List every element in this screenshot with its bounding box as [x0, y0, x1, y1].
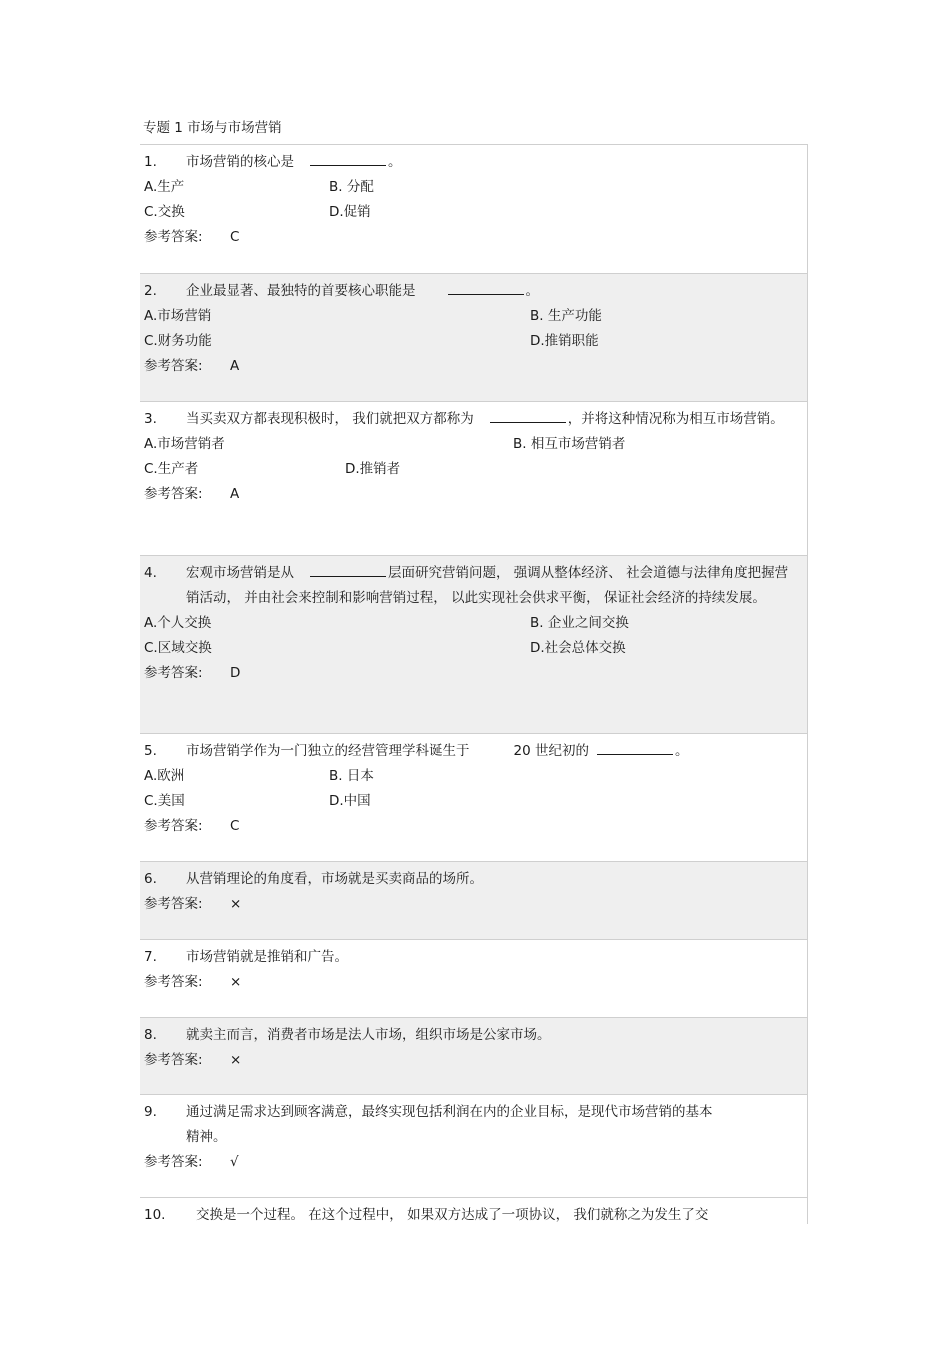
- answer-value: C: [230, 818, 240, 834]
- question-stem: 10. 交换是一个过程。 在这个过程中， 如果双方达成了一项协议， 我们就称之为发生了交: [144, 1203, 795, 1224]
- option-b: B. 生产功能: [530, 308, 602, 324]
- options-row: [144, 432, 795, 457]
- options-row: [144, 304, 795, 329]
- answer-value: A: [230, 486, 240, 502]
- reference-answer: [144, 354, 795, 379]
- answer-blank: [490, 409, 566, 423]
- question-number: 4.: [144, 565, 157, 581]
- option-d: D.推销者: [345, 461, 401, 477]
- option-d: D.中国: [329, 793, 371, 809]
- options-row: [144, 611, 795, 636]
- question-number: 6.: [144, 871, 157, 887]
- options-row: [144, 175, 795, 200]
- question-1: [140, 144, 808, 273]
- reference-answer: [144, 225, 795, 250]
- question-3: [140, 401, 808, 555]
- option-a: A.市场营销: [144, 308, 212, 324]
- reference-answer: [144, 661, 795, 686]
- question-2: [140, 273, 808, 401]
- question-10: [140, 1197, 808, 1224]
- reference-answer: [144, 1150, 795, 1175]
- option-d: D.促销: [329, 204, 371, 220]
- question-number: 9.: [144, 1104, 157, 1120]
- answer-label: 参考答案:: [144, 1052, 203, 1068]
- question-list: [140, 144, 808, 1224]
- reference-answer: [144, 1048, 795, 1073]
- question-4: [140, 555, 808, 733]
- reference-answer: [144, 814, 795, 839]
- option-a: A.欧洲: [144, 768, 185, 784]
- answer-value: A: [230, 358, 240, 374]
- answer-value: ×: [230, 974, 242, 990]
- option-b: B. 相互市场营销者: [513, 436, 626, 452]
- options-row: [144, 329, 795, 354]
- question-number: 8.: [144, 1027, 157, 1043]
- question-stem: 7. 市场营销就是推销和广告。: [144, 945, 795, 970]
- option-c: C.生产者: [144, 461, 199, 477]
- answer-label: 参考答案:: [144, 358, 203, 374]
- option-a: A.个人交换: [144, 615, 212, 631]
- option-b: B. 日本: [329, 768, 374, 784]
- question-5: [140, 733, 808, 861]
- answer-blank: [310, 152, 386, 166]
- reference-answer: [144, 892, 795, 917]
- answer-blank: [310, 563, 386, 577]
- option-a: A.生产: [144, 179, 185, 195]
- question-9: [140, 1094, 808, 1197]
- option-d: D.社会总体交换: [530, 640, 626, 656]
- question-number: 5.: [144, 743, 157, 759]
- answer-label: 参考答案:: [144, 818, 203, 834]
- question-stem: 3. 当买卖双方都表现积极时， 我们就把双方都称为 ，并将这种情况称为相互市场营销。: [144, 407, 795, 432]
- question-stem: 9. 通过满足需求达到顾客满意，最终实现包括利润在内的企业目标，是现代市场营销的基本精神。: [144, 1100, 795, 1150]
- option-c: C.交换: [144, 204, 185, 220]
- answer-label: 参考答案:: [144, 229, 203, 245]
- option-b: B. 分配: [329, 179, 374, 195]
- question-stem: 5. 市场营销学作为一门独立的经营管理学科诞生于 20 世纪初的 。: [144, 739, 795, 764]
- option-a: A.市场营销者: [144, 436, 225, 452]
- question-stem: 6. 从营销理论的角度看，市场就是买卖商品的场所。: [144, 867, 795, 892]
- reference-answer: [144, 970, 795, 995]
- question-stem: 1. 市场营销的核心是 。: [144, 150, 795, 175]
- answer-blank: [597, 741, 673, 755]
- question-number: 7.: [144, 949, 157, 965]
- answer-blank: [448, 281, 524, 295]
- page-title: 专题 1 市场与市场营销: [143, 120, 282, 136]
- option-b: B. 企业之间交换: [530, 615, 629, 631]
- question-stem: 4. 宏观市场营销是从 层面研究营销问题， 强调从整体经济、 社会道德与法律角度把握营销活动， 并由社会来控制和影响营销过程， 以此实现社会供求平衡， 保证社会经济的持续发展。: [144, 561, 795, 611]
- options-row: [144, 200, 795, 225]
- answer-value: √: [230, 1154, 239, 1170]
- option-d: D.推销职能: [530, 333, 599, 349]
- answer-value: C: [230, 229, 240, 245]
- options-row: [144, 457, 795, 482]
- options-row: [144, 789, 795, 814]
- reference-answer: [144, 482, 795, 507]
- question-6: [140, 861, 808, 939]
- question-8: [140, 1017, 808, 1094]
- option-c: C.美国: [144, 793, 185, 809]
- answer-label: 参考答案:: [144, 974, 203, 990]
- question-number: 2.: [144, 283, 157, 299]
- question-number: 1.: [144, 154, 157, 170]
- answer-label: 参考答案:: [144, 665, 203, 681]
- question-7: [140, 939, 808, 1017]
- question-number: 3.: [144, 411, 157, 427]
- question-stem: 8. 就卖主而言，消费者市场是法人市场，组织市场是公家市场。: [144, 1023, 795, 1048]
- answer-value: ×: [230, 896, 242, 912]
- question-stem: 2. 企业最显著、最独特的首要核心职能是 。: [144, 279, 795, 304]
- answer-value: D: [230, 665, 241, 681]
- answer-label: 参考答案:: [144, 896, 203, 912]
- answer-value: ×: [230, 1052, 242, 1068]
- options-row: [144, 764, 795, 789]
- option-c: C.财务功能: [144, 333, 212, 349]
- answer-label: 参考答案:: [144, 486, 203, 502]
- option-c: C.区域交换: [144, 640, 212, 656]
- answer-label: 参考答案:: [144, 1154, 203, 1170]
- question-number: 10.: [144, 1207, 166, 1223]
- options-row: [144, 636, 795, 661]
